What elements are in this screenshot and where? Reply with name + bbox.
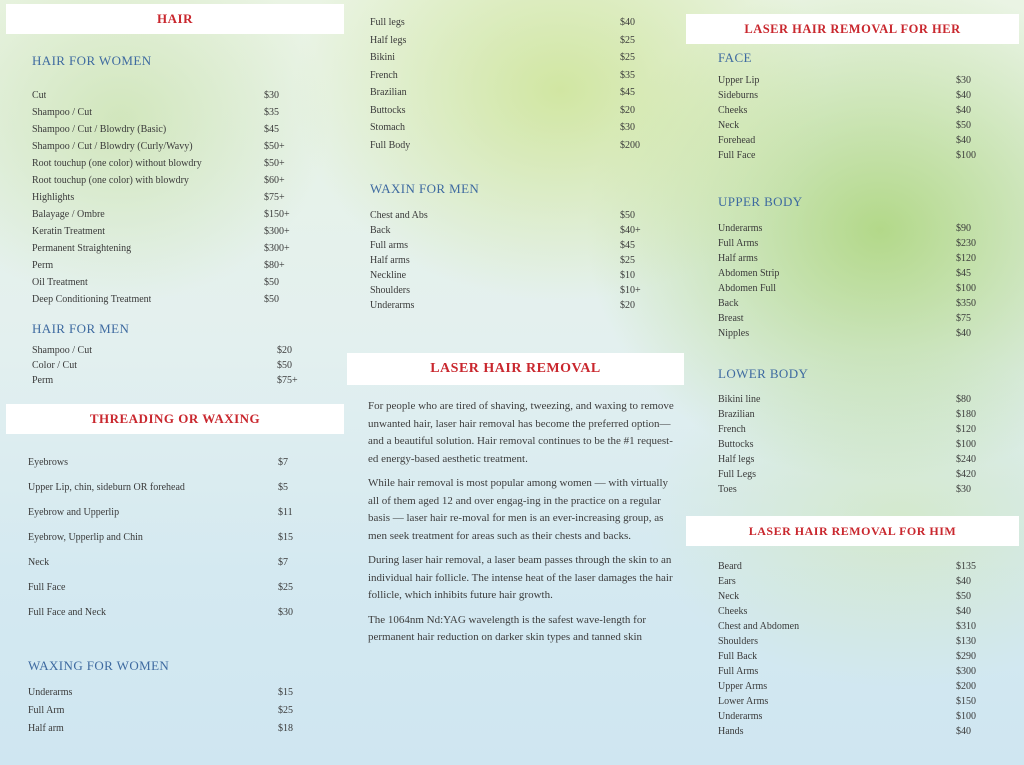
price-row	[28, 684, 300, 702]
service-name: Full arms	[370, 240, 409, 251]
price-row	[32, 87, 302, 104]
service-price: $130	[956, 636, 976, 647]
service-price: $240	[956, 454, 976, 465]
service-price: $10	[620, 270, 635, 281]
service-name: Perm	[32, 375, 54, 386]
price-row	[370, 137, 646, 155]
service-price: $40	[956, 90, 971, 101]
price-row	[718, 589, 986, 604]
service-name: Neckline	[370, 270, 407, 281]
price-row	[28, 550, 300, 575]
laser-paragraph-1: For people who are tired of shaving, tweezing, and waxing to remove unwanted hair, laser hair removal has become the preferred option—and a beautiful solution. Hair removal continues to be the #1 request-ed energy-based aesthetic treatment.	[368, 400, 674, 465]
service-name: Chest and Abdomen	[718, 621, 800, 632]
service-price: $150+	[264, 209, 290, 220]
laser-for-him-banner: LASER HAIR REMOVAL FOR HIM	[686, 516, 1019, 546]
price-row	[28, 575, 300, 600]
price-row	[718, 422, 986, 437]
service-price: $15	[278, 532, 293, 543]
service-price: $75+	[277, 375, 298, 386]
price-row	[370, 119, 646, 137]
price-row	[370, 253, 646, 268]
service-name: Stomach	[370, 122, 405, 133]
service-price: $20	[277, 345, 292, 356]
service-price: $40	[620, 17, 635, 28]
service-name: Abdomen Full	[718, 283, 777, 294]
service-name: Underarms	[370, 300, 415, 311]
service-name: French	[370, 69, 398, 81]
service-name: Half legs	[718, 454, 755, 465]
service-name: Brazilian	[370, 87, 407, 98]
price-row	[28, 600, 300, 625]
lower-body-price-list	[718, 392, 986, 497]
price-row	[718, 619, 986, 634]
service-name: Full Arms	[718, 666, 759, 677]
service-price: $25	[278, 582, 293, 593]
service-name: Full Back	[718, 651, 758, 662]
service-name: Full Face	[718, 150, 756, 161]
service-price: $40+	[620, 225, 641, 236]
waxing-men-price-list	[370, 208, 646, 313]
service-price: $18	[278, 723, 293, 734]
waxing-for-women-heading: WAXING FOR WOMEN	[28, 658, 170, 673]
service-name: Deep Conditioning Treatment	[32, 294, 152, 305]
price-row	[28, 702, 300, 720]
hair-for-men-heading: HAIR FOR MEN	[32, 321, 130, 336]
price-row	[32, 155, 302, 172]
price-row	[718, 664, 986, 679]
service-price: $15	[278, 687, 293, 698]
service-price: $180	[956, 409, 976, 420]
service-name: Root touchup (one color) without blowdry	[32, 158, 202, 169]
service-price: $90	[956, 223, 971, 234]
price-row	[718, 296, 986, 311]
service-price: $75	[956, 313, 971, 324]
price-row	[32, 240, 302, 257]
price-row	[28, 450, 300, 475]
price-row	[28, 720, 300, 738]
hair-men-price-list	[32, 343, 307, 388]
service-price: $200	[956, 681, 976, 692]
service-price: $50	[956, 591, 971, 602]
service-price: $40	[956, 576, 971, 587]
service-price: $40	[956, 105, 971, 116]
service-name: Shampoo / Cut / Blowdry (Curly/Wavy)	[32, 141, 193, 152]
service-price: $50+	[264, 158, 285, 169]
service-price: $80+	[264, 260, 285, 271]
price-row	[32, 223, 302, 240]
service-name: Shampoo / Cut	[32, 107, 93, 118]
price-row	[370, 208, 646, 223]
price-row	[718, 724, 986, 739]
price-row	[28, 525, 300, 550]
price-row	[718, 103, 986, 118]
service-price: $30	[956, 484, 971, 495]
service-price: $50+	[264, 141, 285, 152]
price-row	[718, 148, 986, 163]
service-price: $45	[264, 124, 279, 135]
service-name: Ears	[718, 576, 736, 587]
service-name: Underarms	[718, 223, 763, 234]
hair-banner: HAIR	[6, 4, 344, 34]
service-name: Underarms	[28, 687, 73, 698]
price-row	[32, 121, 302, 138]
service-price: $100	[956, 283, 976, 294]
service-name: Underarms	[718, 711, 763, 722]
service-name: Forehead	[718, 135, 756, 146]
service-name: Eyebrow and Upperlip	[28, 507, 120, 518]
service-price: $7	[278, 457, 288, 468]
price-row	[718, 392, 986, 407]
service-name: Back	[370, 225, 391, 236]
service-name: Full Face and Neck	[28, 607, 107, 618]
price-row	[718, 649, 986, 664]
service-price: $30	[956, 75, 971, 86]
service-name: Full Arm	[28, 705, 65, 716]
service-price: $45	[620, 87, 635, 98]
service-price: $120	[956, 253, 976, 264]
service-name: Shoulders	[718, 636, 758, 647]
price-row	[718, 452, 986, 467]
service-price: $310	[956, 621, 976, 632]
laser-paragraph-4: The 1064nm Nd:YAG wavelength is the safest wave-length for permanent hair reduction on darker skin types and tanned skin	[368, 613, 646, 643]
service-name: Full legs	[370, 17, 405, 28]
service-price: $120	[956, 424, 976, 435]
service-name: Cut	[32, 90, 47, 101]
service-price: $30	[264, 90, 279, 101]
service-name: Bikini line	[718, 394, 761, 405]
price-row	[718, 133, 986, 148]
price-row	[718, 694, 986, 709]
service-name: Cheeks	[718, 606, 748, 617]
service-price: $40	[956, 606, 971, 617]
price-row	[32, 358, 307, 373]
face-price-list	[718, 73, 986, 163]
service-price: $300+	[264, 243, 290, 254]
service-name: Nipples	[718, 328, 750, 339]
price-row	[28, 500, 300, 525]
service-price: $50	[620, 210, 635, 221]
laser-paragraph-3: During laser hair removal, a laser beam passes through the skin to an individual hair follicle. The intense heat of the laser damages the hair follicle, which inhibits future hair growth.	[368, 554, 673, 601]
service-name: Permanent Straightening	[32, 243, 132, 254]
price-row	[370, 14, 646, 32]
service-price: $50	[264, 277, 279, 288]
price-row	[32, 343, 307, 358]
price-row	[718, 407, 986, 422]
service-price: $75+	[264, 192, 285, 203]
service-name: Root touchup (one color) with blowdry	[32, 175, 189, 186]
price-row	[718, 482, 986, 497]
service-name: Half legs	[370, 34, 407, 46]
service-price: $300+	[264, 226, 290, 237]
price-row	[718, 266, 986, 281]
price-row	[370, 102, 646, 120]
service-price: $50	[956, 120, 971, 131]
price-row	[718, 679, 986, 694]
service-name: Oil Treatment	[32, 277, 88, 288]
service-name: Shoulders	[370, 285, 410, 296]
service-name: Buttocks	[718, 439, 754, 450]
service-price: $35	[620, 69, 635, 81]
service-price: $50	[264, 294, 279, 305]
hair-women-price-list	[32, 87, 302, 308]
price-row	[718, 604, 986, 619]
price-row	[32, 189, 302, 206]
laser-hair-removal-banner: LASER HAIR REMOVAL	[347, 353, 684, 385]
price-row	[718, 437, 986, 452]
price-row	[370, 298, 646, 313]
service-price: $150	[956, 696, 976, 707]
price-row	[718, 281, 986, 296]
service-name: Perm	[32, 260, 54, 271]
face-heading: FACE	[718, 50, 752, 65]
price-row	[370, 223, 646, 238]
service-price: $50	[277, 360, 292, 371]
service-price: $20	[620, 300, 635, 311]
price-row	[718, 236, 986, 251]
price-row	[32, 373, 307, 388]
price-row	[718, 634, 986, 649]
price-row	[718, 709, 986, 724]
service-name: Brazilian	[718, 409, 755, 420]
service-name: Half arms	[370, 255, 410, 266]
service-price: $230	[956, 238, 976, 249]
price-row	[370, 84, 646, 102]
price-row	[718, 311, 986, 326]
service-price: $25	[620, 34, 635, 46]
service-name: Back	[718, 298, 739, 309]
service-price: $25	[620, 52, 635, 63]
service-name: Balayage / Ombre	[32, 209, 105, 220]
service-price: $40	[956, 328, 971, 339]
service-price: $350	[956, 298, 976, 309]
service-name: Cheeks	[718, 105, 748, 116]
service-name: Beard	[718, 561, 742, 572]
upper-body-heading: UPPER BODY	[718, 194, 803, 209]
price-row	[718, 559, 986, 574]
service-price: $420	[956, 469, 976, 480]
service-price: $45	[956, 268, 971, 279]
service-name: Shampoo / Cut	[32, 345, 93, 356]
service-name: Eyebrow, Upperlip and Chin	[28, 532, 143, 543]
waxing-for-men-heading: WAXIN FOR MEN	[370, 181, 480, 196]
price-row	[718, 88, 986, 103]
upper-body-price-list	[718, 221, 986, 341]
service-price: $200	[620, 139, 640, 151]
service-name: French	[718, 424, 746, 435]
service-price: $135	[956, 561, 976, 572]
threading-waxing-banner: THREADING OR WAXING	[6, 404, 344, 434]
service-price: $100	[956, 439, 976, 450]
service-name: Toes	[718, 484, 737, 495]
service-name: Sideburns	[718, 90, 758, 101]
service-name: Upper Lip	[718, 75, 760, 86]
service-name: Half arm	[28, 723, 64, 734]
laser-description	[368, 398, 674, 654]
service-price: $20	[620, 104, 635, 116]
price-row	[718, 574, 986, 589]
service-price: $5	[278, 482, 288, 493]
lower-body-heading: LOWER BODY	[718, 366, 809, 381]
service-name: Highlights	[32, 192, 75, 203]
service-name: Full Arms	[718, 238, 759, 249]
service-price: $25	[620, 255, 635, 266]
threading-price-list	[28, 450, 300, 625]
service-price: $7	[278, 557, 288, 568]
price-row	[32, 291, 302, 308]
service-name: Abdomen Strip	[718, 268, 780, 279]
service-price: $45	[620, 240, 635, 251]
price-row	[718, 221, 986, 236]
service-price: $10+	[620, 285, 641, 296]
service-name: Keratin Treatment	[32, 226, 106, 237]
service-price: $100	[956, 150, 976, 161]
price-row	[28, 475, 300, 500]
service-name: Upper Lip, chin, sideburn OR forehead	[28, 482, 185, 493]
service-name: Hands	[718, 726, 744, 737]
service-price: $11	[278, 507, 293, 518]
service-price: $100	[956, 711, 976, 722]
price-row	[718, 467, 986, 482]
price-row	[32, 257, 302, 274]
price-row	[370, 49, 646, 67]
service-price: $25	[278, 705, 293, 716]
waxing-women-price-list	[28, 684, 300, 738]
hair-for-women-heading: HAIR FOR WOMEN	[32, 53, 152, 68]
service-name: Color / Cut	[32, 360, 78, 371]
price-row	[370, 283, 646, 298]
him-price-list	[718, 559, 986, 739]
service-name: Neck	[718, 591, 740, 602]
service-name: Eyebrows	[28, 457, 68, 468]
service-name: Full Body	[370, 139, 411, 151]
service-name: Full Legs	[718, 469, 757, 480]
laser-paragraph-2: While hair removal is most popular among women — with virtually all of them aged 12 and over engag-ing in the practice on a regular basis — laser hair re-moval for men is an ever-increasing group, as men seek treatment for areas such as their chests and backs.	[368, 477, 668, 542]
service-price: $40	[956, 135, 971, 146]
service-price: $40	[956, 726, 971, 737]
service-name: Upper Arms	[718, 681, 768, 692]
service-price: $30	[620, 122, 635, 133]
price-row	[370, 238, 646, 253]
service-name: Neck	[28, 557, 50, 568]
price-row	[32, 274, 302, 291]
service-price: $290	[956, 651, 976, 662]
service-name: Half arms	[718, 253, 758, 264]
price-row	[370, 67, 646, 85]
service-name: Breast	[718, 313, 744, 324]
service-name: Shampoo / Cut / Blowdry (Basic)	[32, 124, 167, 135]
service-name: Neck	[718, 120, 740, 131]
price-row	[32, 104, 302, 121]
price-row	[32, 206, 302, 223]
service-price: $60+	[264, 175, 285, 186]
service-name: Lower Arms	[718, 696, 769, 707]
service-name: Buttocks	[370, 104, 406, 116]
price-row	[718, 251, 986, 266]
laser-for-her-banner: LASER HAIR REMOVAL FOR HER	[686, 14, 1019, 44]
price-row	[370, 32, 646, 50]
service-name: Chest and Abs	[370, 210, 428, 221]
service-price: $35	[264, 107, 279, 118]
price-row	[32, 172, 302, 189]
price-row	[718, 326, 986, 341]
service-name: Full Face	[28, 582, 66, 593]
price-row	[32, 138, 302, 155]
price-row	[718, 118, 986, 133]
service-price: $80	[956, 394, 971, 405]
waxing-legs-price-list	[370, 14, 646, 154]
service-name: Bikini	[370, 52, 396, 63]
service-price: $300	[956, 666, 976, 677]
service-price: $30	[278, 607, 293, 618]
price-row	[718, 73, 986, 88]
price-row	[370, 268, 646, 283]
